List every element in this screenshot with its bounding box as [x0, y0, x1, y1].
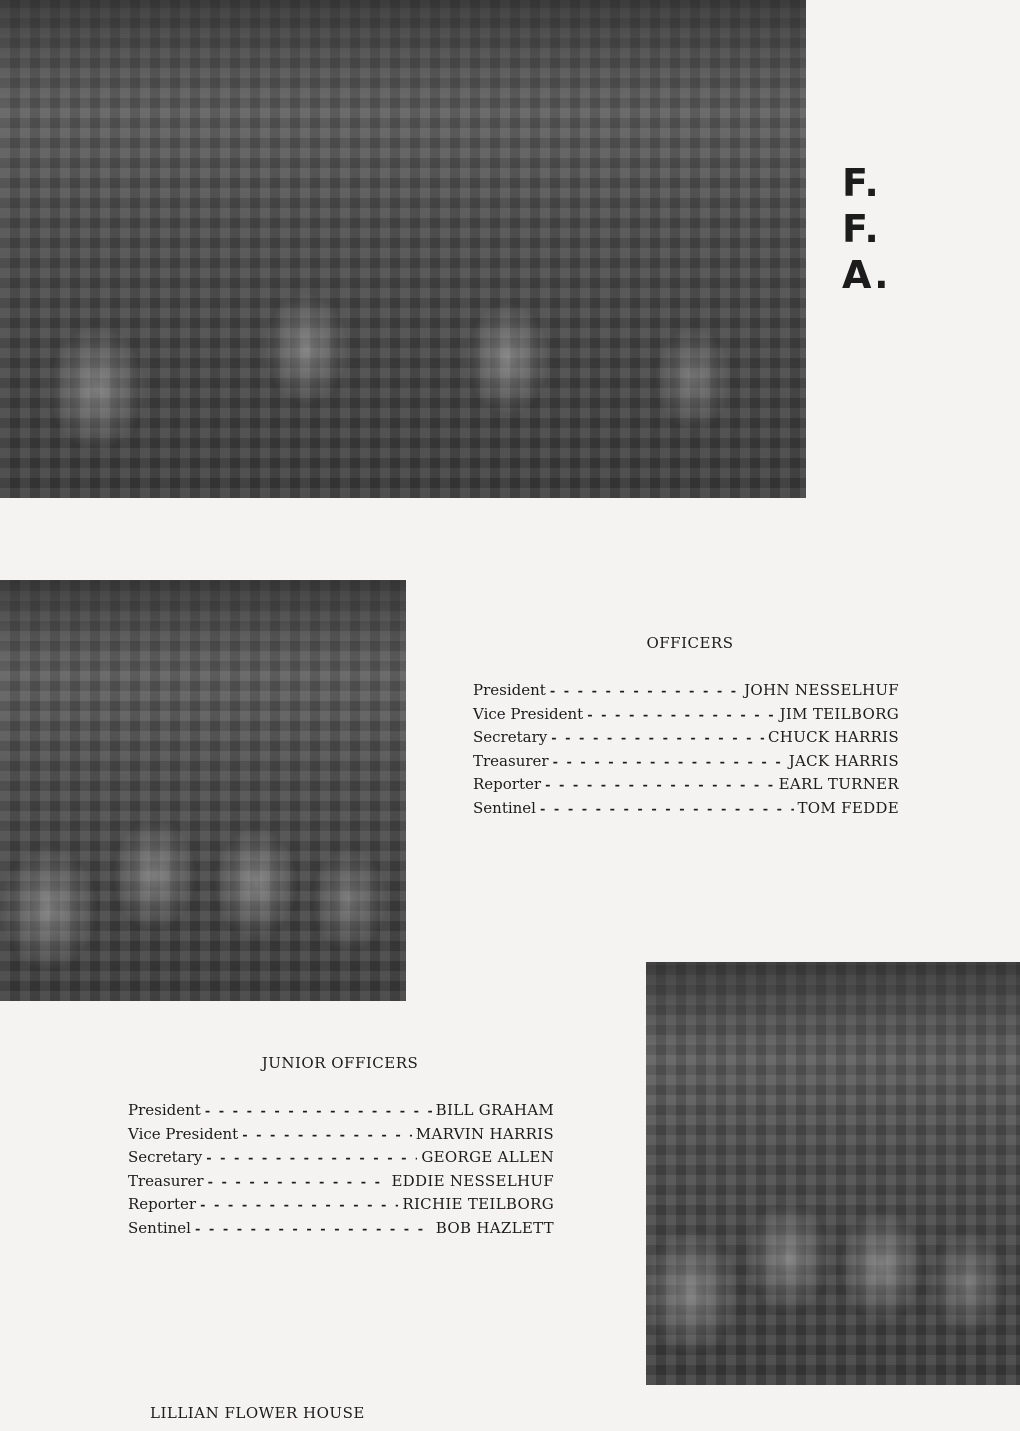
footer-caption: LILLIAN FLOWER HOUSE: [150, 1404, 365, 1422]
officer-row: [473, 799, 899, 823]
dot-leader: [553, 755, 785, 770]
officer-role: Treasurer: [473, 751, 549, 770]
officer-role: Vice President: [473, 704, 584, 723]
junior-officer-role: Vice President: [128, 1124, 239, 1143]
dot-leader: [195, 1222, 432, 1237]
officer-name: JOHN NESSELHUF: [744, 681, 899, 699]
junior-officer-name: RICHIE TEILBORG: [402, 1195, 554, 1213]
officers-heading: OFFICERS: [646, 634, 734, 652]
junior-officers-list: [128, 1101, 554, 1242]
junior-officers-photo: [646, 962, 1020, 1385]
junior-officers-heading: JUNIOR OFFICERS: [261, 1054, 419, 1072]
dot-leader: [205, 1104, 432, 1119]
officer-role: President: [473, 681, 546, 699]
title-letter: F.: [842, 161, 881, 205]
title-letter: A.: [842, 253, 891, 297]
junior-officer-role: Reporter: [128, 1195, 197, 1213]
junior-officer-name: BILL GRAHAM: [435, 1101, 554, 1119]
junior-officer-role: Sentinel: [128, 1218, 191, 1237]
junior-officer-role: Secretary: [128, 1148, 203, 1166]
junior-officer-name: GEORGE ALLEN: [421, 1148, 554, 1166]
officers-list: [473, 681, 899, 822]
dot-leader: [208, 1175, 388, 1190]
officers-photo: [0, 580, 406, 1001]
junior-officer-row: [128, 1219, 554, 1243]
officer-row: [473, 775, 899, 799]
junior-officer-name: EDDIE NESSELHUF: [391, 1171, 554, 1190]
junior-officer-name: MARVIN HARRIS: [415, 1124, 554, 1143]
dot-leader: [551, 731, 764, 746]
officer-row: [473, 705, 899, 729]
junior-officer-name: BOB HAZLETT: [435, 1218, 554, 1237]
officer-row: [473, 728, 899, 752]
officer-role: Reporter: [473, 775, 542, 793]
dot-leader: [206, 1151, 417, 1166]
junior-officer-role: President: [128, 1101, 201, 1119]
officer-name: EARL TURNER: [778, 775, 899, 793]
title-letter: F.: [842, 207, 881, 251]
officer-name: JACK HARRIS: [788, 751, 899, 770]
officer-name: CHUCK HARRIS: [768, 728, 899, 746]
junior-officer-row: [128, 1101, 554, 1125]
officer-name: TOM FEDDE: [797, 798, 899, 817]
ffa-group-photo: [0, 0, 806, 498]
officer-role: Sentinel: [473, 798, 536, 817]
junior-officer-row: [128, 1148, 554, 1172]
ffa-title: [842, 160, 902, 298]
officer-row: [473, 681, 899, 705]
dot-leader: [242, 1128, 412, 1143]
dot-leader: [540, 802, 794, 817]
dot-leader: [550, 684, 740, 699]
junior-officer-row: [128, 1125, 554, 1149]
officer-name: JIM TEILBORG: [779, 704, 899, 723]
officer-row: [473, 752, 899, 776]
dot-leader: [545, 778, 775, 793]
dot-leader: [587, 708, 775, 723]
junior-officer-row: [128, 1172, 554, 1196]
junior-officer-row: [128, 1195, 554, 1219]
officer-role: Secretary: [473, 728, 548, 746]
junior-officer-role: Treasurer: [128, 1171, 204, 1190]
dot-leader: [200, 1198, 398, 1213]
